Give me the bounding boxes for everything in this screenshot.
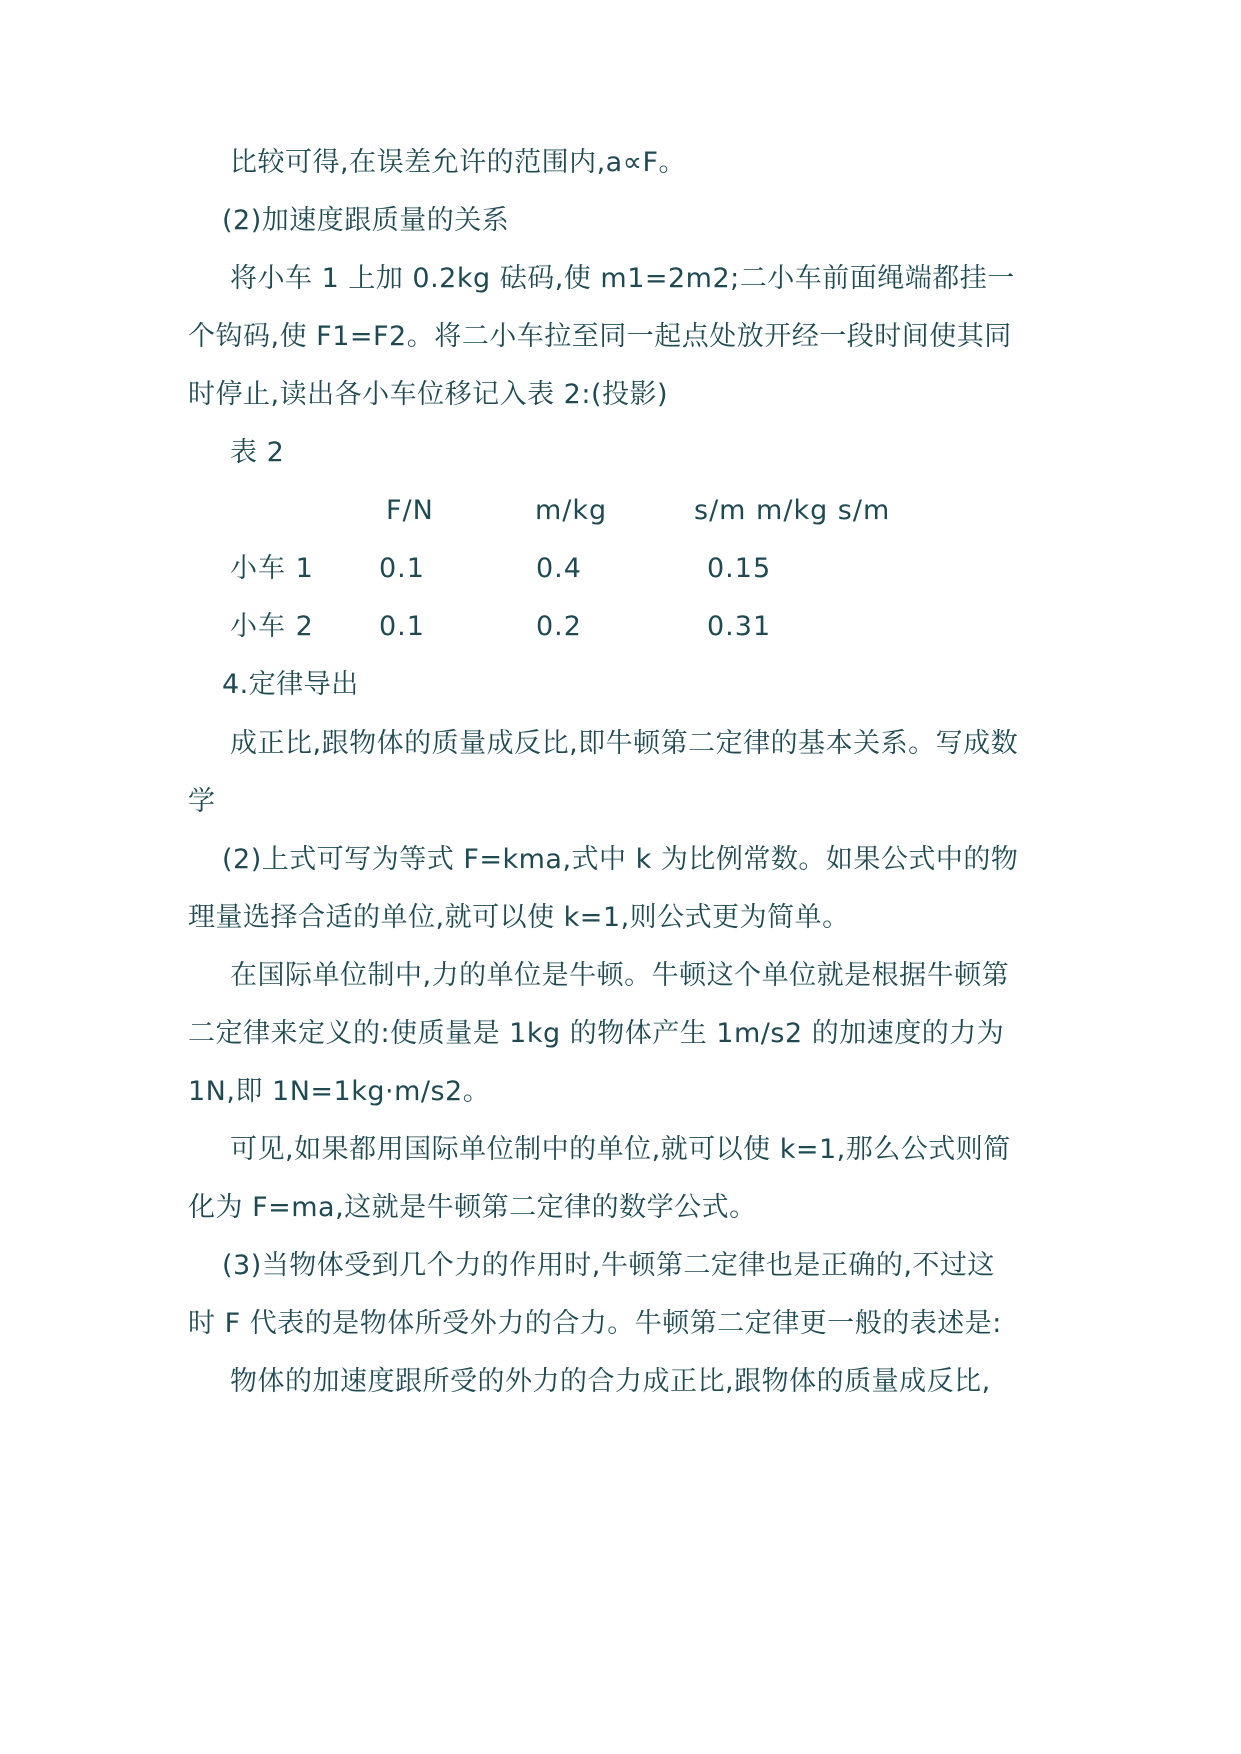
table-header-mass: m/kg <box>535 495 608 526</box>
paragraph-experiment-line-1: 将小车 1 上加 0.2kg 砝码,使 m1=2m2;二小车前面绳端都挂一 <box>230 263 1015 294</box>
table-row-2-label: 小车 2 <box>230 611 314 642</box>
table-row-1-label: 小车 1 <box>230 553 314 584</box>
heading-acceleration-mass: (2)加速度跟质量的关系 <box>222 205 510 236</box>
paragraph-si-unit-line-3: 1N,即 1N=1kg·m/s2。 <box>188 1076 491 1107</box>
table-row-1-force: 0.1 <box>379 553 425 584</box>
paragraph-multiple-forces-line-1: (3)当物体受到几个力的作用时,牛顿第二定律也是正确的,不过这 <box>222 1250 995 1281</box>
paragraph-equation-line-2: 理量选择合适的单位,就可以使 k=1,则公式更为简单。 <box>188 902 850 933</box>
table-row-1-mass: 0.4 <box>536 553 582 584</box>
table-header-force: F/N <box>386 495 434 526</box>
paragraph-experiment-line-3: 时停止,读出各小车位移记入表 2:(投影) <box>188 379 669 410</box>
table-row-2-mass: 0.2 <box>536 611 582 642</box>
heading-law-derivation: 4.定律导出 <box>222 669 359 700</box>
table-header-displacement: s/m m/kg s/m <box>694 495 891 526</box>
table-title: 表 2 <box>230 437 285 468</box>
paragraph-formula-line-1: 可见,如果都用国际单位制中的单位,就可以使 k=1,那么公式则简 <box>230 1134 1011 1165</box>
paragraph-basic-relation-line-2: 学 <box>188 786 216 817</box>
paragraph-multiple-forces-line-2: 时 F 代表的是物体所受外力的合力。牛顿第二定律更一般的表述是: <box>188 1308 1002 1339</box>
paragraph-general-statement-line-1: 物体的加速度跟所受的外力的合力成正比,跟物体的质量成反比, <box>230 1366 991 1397</box>
table-row-1-displacement: 0.15 <box>707 553 772 584</box>
paragraph-experiment-line-2: 个钩码,使 F1=F2。将二小车拉至同一起点处放开经一段时间使其同 <box>188 321 1012 352</box>
paragraph-comparison-result: 比较可得,在误差允许的范围内,a∝F。 <box>230 147 687 178</box>
table-row-2-force: 0.1 <box>379 611 425 642</box>
paragraph-si-unit-line-1: 在国际单位制中,力的单位是牛顿。牛顿这个单位就是根据牛顿第 <box>230 960 1010 991</box>
paragraph-basic-relation-line-1: 成正比,跟物体的质量成反比,即牛顿第二定律的基本关系。写成数 <box>230 728 1019 759</box>
paragraph-equation-line-1: (2)上式可写为等式 F=kma,式中 k 为比例常数。如果公式中的物 <box>222 844 1019 875</box>
table-row-2-displacement: 0.31 <box>707 611 772 642</box>
paragraph-si-unit-line-2: 二定律来定义的:使质量是 1kg 的物体产生 1m/s2 的加速度的力为 <box>188 1018 1005 1049</box>
paragraph-formula-line-2: 化为 F=ma,这就是牛顿第二定律的数学公式。 <box>188 1192 757 1223</box>
